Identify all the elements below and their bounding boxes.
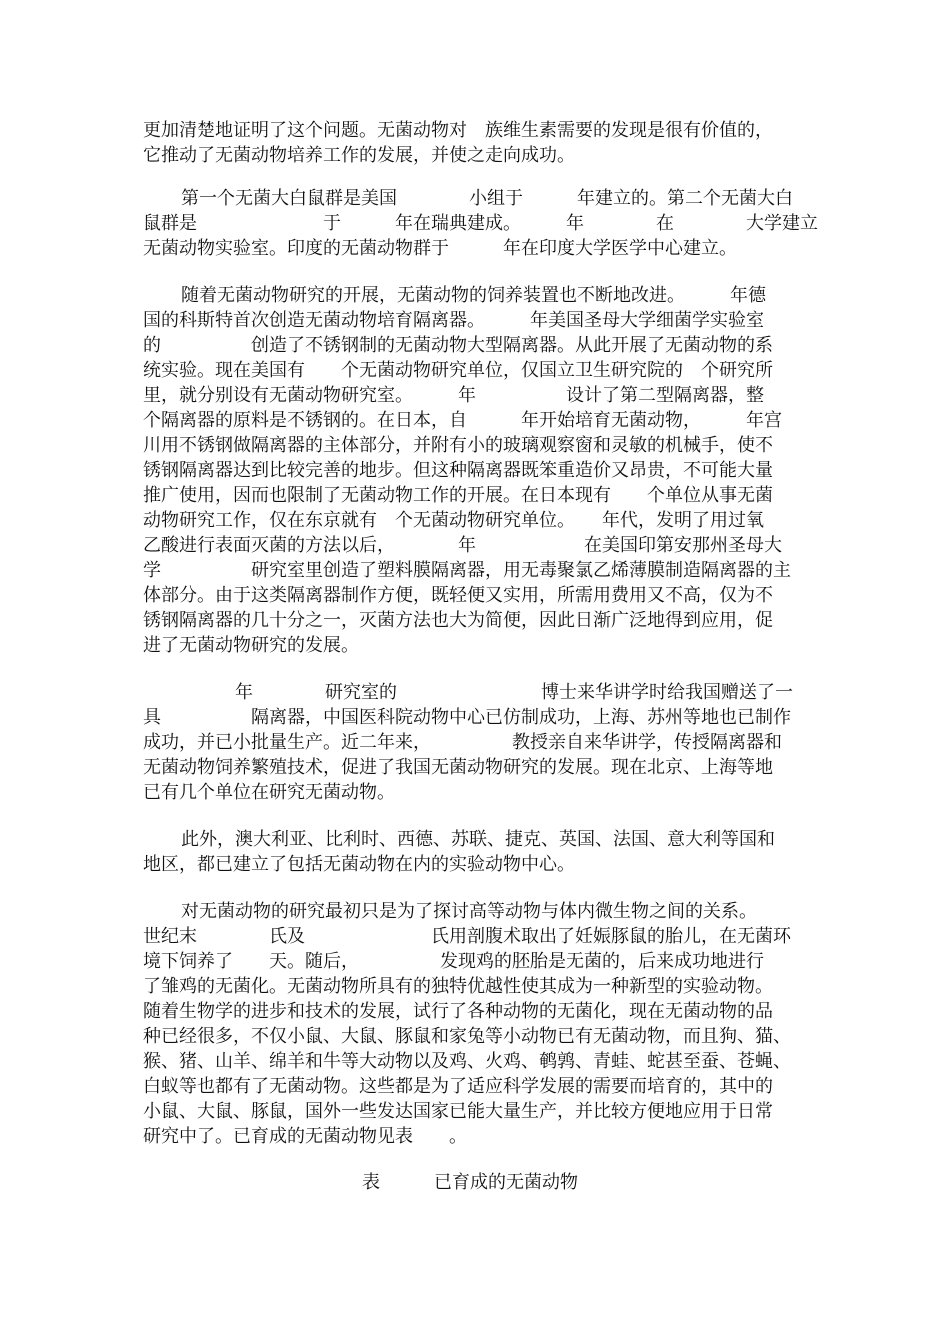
paragraph-3-line-7: 川用不锈钢做隔离器的主体部分，并附有小的玻璃观察窗和灵敏的机械手，使不 [143,435,773,456]
paragraph-6-line-5: 随着生物学的进步和技术的发展，试行了各种动物的无菌化，现在无菌动物的品 [143,1001,773,1022]
paragraph-4-line-2: 具 隔离器，中国医科院动物中心已仿制成功，上海、苏州等地也已制作 [143,707,791,728]
paragraph-1-line-2: 它推动了无菌动物培养工作的发展，并使之走向成功。 [143,145,575,166]
paragraph-4-line-1: 年 研究室的 博士来华讲学时给我国赠送了一 [181,682,793,703]
paragraph-3-line-9: 推广使用，因而也限制了无菌动物工作的开展。在日本现有 个单位从事无菌 [143,485,773,506]
paragraph-6-line-4: 了雏鸡的无菌化。无菌动物所具有的独特优越性使其成为一种新型的实验动物。 [143,976,773,997]
paragraph-4-line-4: 无菌动物饲养繁殖技术，促进了我国无菌动物研究的发展。现在北京、上海等地 [143,757,773,778]
paragraph-4-line-3: 成功，并已小批量生产。近二年来， 教授亲自来华讲学，传授隔离器和 [143,732,782,753]
paragraph-3-line-4: 统实验。现在美国有 个无菌动物研究单位，仅国立卫生研究院的 个研究所 [143,360,773,381]
paragraph-3-line-10: 动物研究工作，仅在东京就有 个无菌动物研究单位。 年代，发明了用过氧 [143,510,764,531]
paragraph-2-line-1: 第一个无菌大白鼠群是美国 小组于 年建立的。第二个无菌大白 [181,188,793,209]
paragraph-3-line-3: 的 创造了不锈钢制的无菌动物大型隔离器。从此开展了无菌动物的系 [143,335,773,356]
paragraph-3-line-2: 国的科斯特首次创造无菌动物培育隔离器。 年美国圣母大学细菌学实验室 [143,310,764,331]
paragraph-3-line-12: 学 研究室里创造了塑料膜隔离器，用无毒聚氯乙烯薄膜制造隔离器的主 [143,560,791,581]
paragraph-6-line-2: 世纪末 氏及 氏用剖腹术取出了妊娠豚鼠的胎儿，在无菌环 [143,926,791,947]
paragraph-6-line-10: 研究中了。已育成的无菌动物见表 。 [143,1126,467,1147]
paragraph-3-line-13: 体部分。由于这类隔离器制作方便，既轻便又实用，所需用费用又不高，仅为不 [143,585,773,606]
paragraph-2-line-3: 无菌动物实验室。印度的无菌动物群于 年在印度大学医学中心建立。 [143,238,737,259]
paragraph-3-line-6: 个隔离器的原料是不锈钢的。在日本，自 年开始培育无菌动物， 年宫 [143,410,782,431]
paragraph-3-line-15: 进了无菌动物研究的发展。 [143,635,359,656]
table-caption: 表 已育成的无菌动物 [362,1172,578,1193]
paragraph-4-line-5: 已有几个单位在研究无菌动物。 [143,782,395,803]
paragraph-6-line-8: 白蚁等也都有了无菌动物。这些都是为了适应科学发展的需要而培育的，其中的 [143,1076,773,1097]
paragraph-6-line-3: 境下饲养了 天。随后， 发现鸡的胚胎是无菌的，后来成功地进行 [143,951,764,972]
paragraph-3-line-14: 锈钢隔离器的几十分之一，灭菌方法也大为简便，因此日渐广泛地得到应用，促 [143,610,773,631]
paragraph-6-line-9: 小鼠、大鼠、豚鼠，国外一些发达国家已能大量生产，并比较方便地应用于日常 [143,1101,773,1122]
paragraph-1-line-1: 更加清楚地证明了这个问题。无菌动物对 族维生素需要的发现是很有价值的， [143,120,773,141]
paragraph-6-line-6: 种已经很多，不仅小鼠、大鼠、豚鼠和家兔等小动物已有无菌动物，而且狗、猫、 [143,1026,791,1047]
paragraph-3-line-5: 里，就分别设有无菌动物研究室。 年 设计了第二型隔离器，整 [143,385,764,406]
paragraph-3-line-11: 乙酸进行表面灭菌的方法以后， 年 在美国印第安那州圣母大 [143,535,782,556]
paragraph-5-line-2: 地区，都已建立了包括无菌动物在内的实验动物中心。 [143,854,575,875]
paragraph-2-line-2: 鼠群是 于 年在瑞典建成。 年 在 大学建立 [143,213,818,234]
paragraph-5-line-1: 此外，澳大利亚、比利时、西德、苏联、捷克、英国、法国、意大利等国和 [181,829,775,850]
paragraph-3-line-8: 锈钢隔离器达到比较完善的地步。但这种隔离器既笨重造价又昂贵，不可能大量 [143,460,773,481]
paragraph-6-line-7: 猴、猪、山羊、绵羊和牛等大动物以及鸡、火鸡、鹌鹑、青蛙、蛇甚至蚕、苍蝇、 [143,1051,791,1072]
paragraph-3-line-1: 随着无菌动物研究的开展，无菌动物的饲养装置也不断地改进。 年德 [181,285,766,306]
paragraph-6-line-1: 对无菌动物的研究最初只是为了探讨高等动物与体内微生物之间的关系。 [181,901,757,922]
